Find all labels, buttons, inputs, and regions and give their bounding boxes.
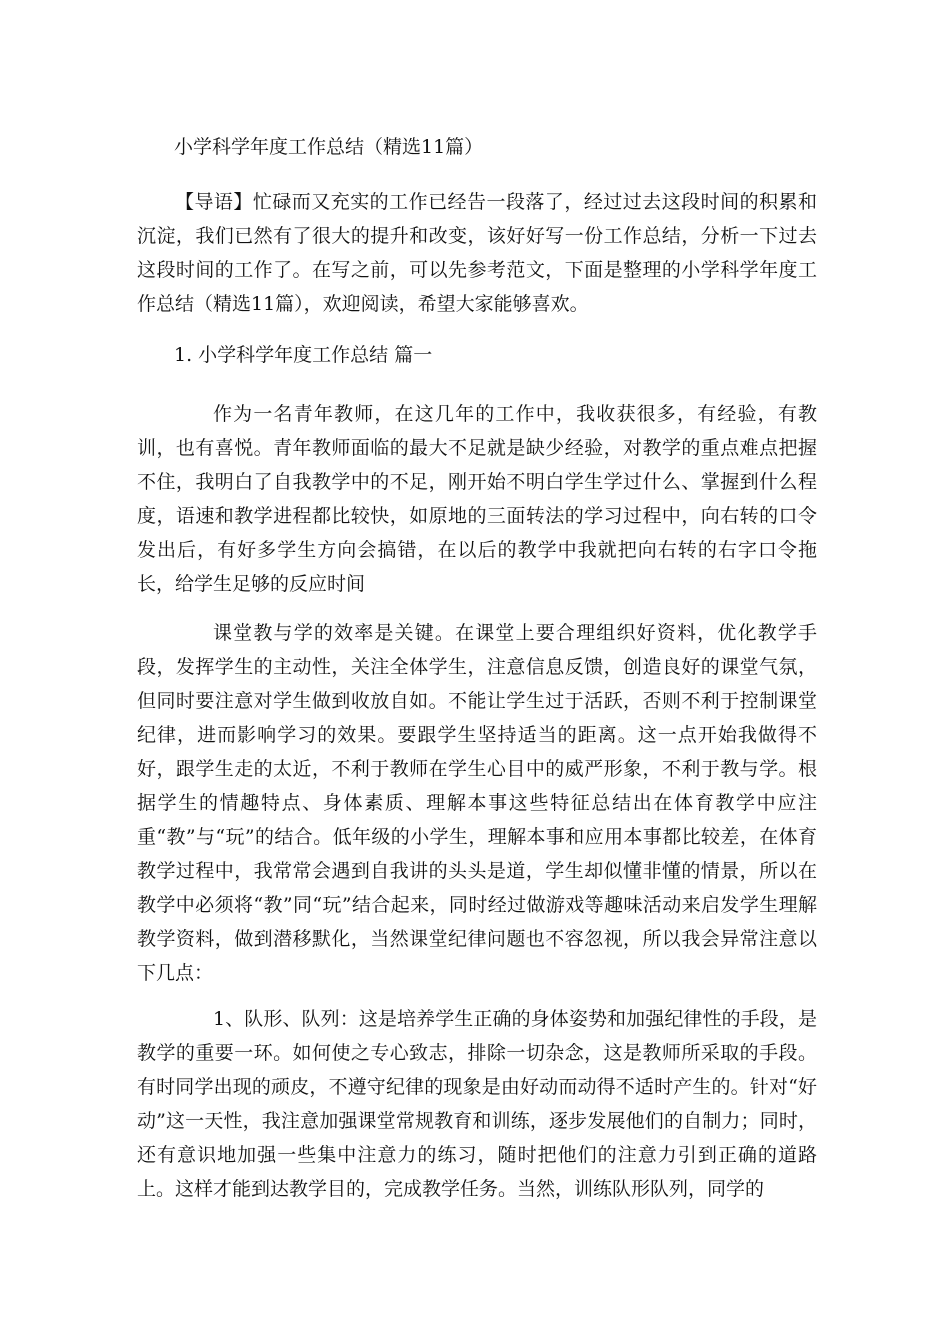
body-paragraph: 1、队形、队列：这是培养学生正确的身体姿势和加强纪律性的手段，是教学的重要一环。如何使之专心致志，排除一切杂念，这是教师所采取的手段。有时同学出现的顽皮，不遵守纪律的现象是由好动而动得不适时产生的。针对“好动”这一天性，我注意加强课堂常规教育和训练，逐步发展他们的自制力；同时，还有意识地加强一些集中注意力的练习，随时把他们的注意力引到正确的道路上。这样才能到达教学目的，完成教学任务。当然，训练队形队列，同学的 [137,1008,817,1200]
intro-paragraph: 【导语】忙碌而又充实的工作已经告一段落了，经过过去这段时间的积累和沉淀，我们已然有了很大的提升和改变，该好好写一份工作总结，分析一下过去这段时间的工作了。在写之前，可以先参考范文，下面是整理的小学科学年度工作总结（精选11篇），欢迎阅读，希望大家能够喜欢。 [137,191,817,315]
body-paragraph: 课堂教与学的效率是关键。在课堂上要合理组织好资料，优化教学手段，发挥学生的主动性，关注全体学生，注意信息反馈，创造良好的课堂气氛，但同时要注意对学生做到收放自如。不能让学生过于活跃，否则不利于控制课堂纪律，进而影响学习的效果。要跟学生坚持适当的距离。这一点开始我做得不好，跟学生走的太近，不利于教师在学生心目中的威严形象，不利于教与学。根据学生的情趣特点、身体素质、理解本事这些特征总结出在体育教学中应注重“教”与“玩”的结合。低年级的小学生，理解本事和应用本事都比较差，在体育教学过程中，我常常会遇到自我讲的头头是道，学生却似懂非懂的情景，所以在教学中必须将“教”同“玩”结合起来，同时经过做游戏等趣味活动来启发学生理解教学资料，做到潜移默化，当然课堂纪律问题也不容忽视，所以我会异常注意以下几点： [137,622,817,984]
document-title: 小学科学年度工作总结（精选11篇） [174,136,484,158]
section-heading: 1. 小学科学年度工作总结 篇一 [174,344,433,366]
body-paragraph: 作为一名青年教师，在这几年的工作中，我收获很多，有经验，有教训，也有喜悦。青年教师面临的最大不足就是缺少经验，对教学的重点难点把握不住，我明白了自我教学中的不足，刚开始不明白学生学过什么、掌握到什么程度，语速和教学进程都比较快，如原地的三面转法的学习过程中，向右转的口令发出后，有好多学生方向会搞错，在以后的教学中我就把向右转的右字口令拖长，给学生足够的反应时间 [137,403,817,595]
